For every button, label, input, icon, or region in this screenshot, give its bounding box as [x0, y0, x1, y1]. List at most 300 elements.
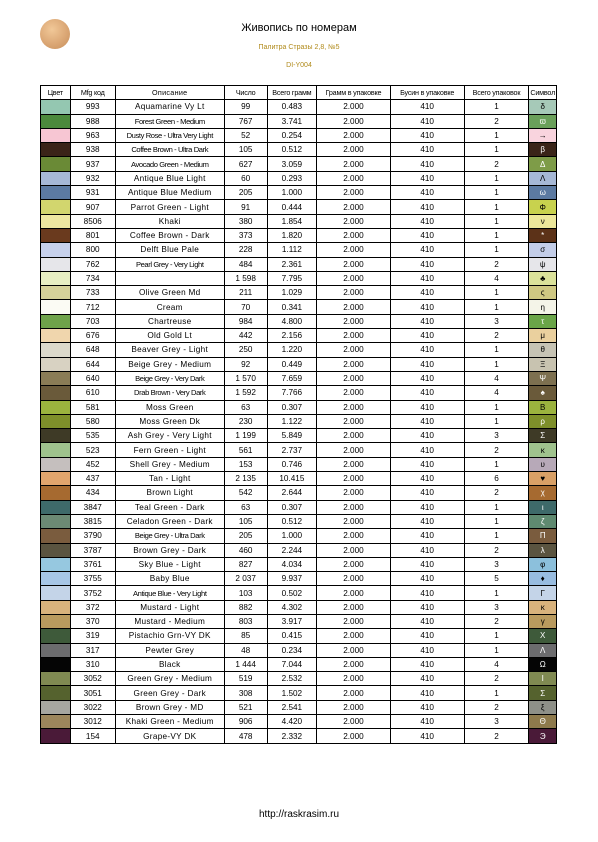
beads-per-pack-cell: 410 [390, 143, 464, 157]
grams-per-pack-cell: 2.000 [317, 672, 391, 686]
total-packs-cell: 1 [464, 343, 529, 357]
table-row [41, 614, 557, 628]
symbol-cell: Ι [529, 672, 557, 686]
symbol-cell: Λ [529, 171, 557, 185]
color-swatch [41, 314, 71, 328]
description-cell: Celadon Green - Dark [115, 514, 224, 528]
symbol-cell: Θ [529, 715, 557, 729]
beads-per-pack-cell: 410 [390, 257, 464, 271]
table-row [41, 386, 557, 400]
count-cell: 105 [224, 143, 267, 157]
grams-per-pack-cell: 2.000 [317, 243, 391, 257]
color-swatch [41, 400, 71, 414]
total-packs-cell: 3 [464, 429, 529, 443]
total-grams-cell: 7.766 [267, 386, 317, 400]
count-cell: 230 [224, 414, 267, 428]
grams-per-pack-cell: 2.000 [317, 271, 391, 285]
count-cell: 205 [224, 529, 267, 543]
description-cell: Aquamarine Vy Lt [115, 100, 224, 114]
beads-per-pack-cell: 410 [390, 171, 464, 185]
mfg-code-cell: 434 [70, 486, 115, 500]
footer-url: http://raskrasim.ru [258, 809, 340, 820]
color-swatch [41, 600, 71, 614]
count-cell: 105 [224, 514, 267, 528]
table-row [41, 529, 557, 543]
total-grams-cell: 2.156 [267, 329, 317, 343]
symbol-cell: ϖ [529, 114, 557, 128]
symbol-cell: ρ [529, 414, 557, 428]
total-packs-cell: 1 [464, 100, 529, 114]
total-grams-cell: 0.307 [267, 400, 317, 414]
description-cell: Parrot Green - Light [115, 200, 224, 214]
beads-per-pack-cell: 410 [390, 586, 464, 600]
color-swatch [41, 715, 71, 729]
count-cell: 92 [224, 357, 267, 371]
table-row [41, 500, 557, 514]
count-cell: 211 [224, 286, 267, 300]
color-swatch [41, 214, 71, 228]
count-cell: 1 598 [224, 271, 267, 285]
symbol-cell: ♦ [529, 572, 557, 586]
count-cell: 60 [224, 171, 267, 185]
table-row [41, 271, 557, 285]
grams-per-pack-cell: 2.000 [317, 371, 391, 385]
grams-per-pack-cell: 2.000 [317, 400, 391, 414]
total-packs-cell: 5 [464, 572, 529, 586]
mfg-code-cell: 712 [70, 300, 115, 314]
table-row [41, 600, 557, 614]
grams-per-pack-cell: 2.000 [317, 143, 391, 157]
color-swatch [41, 429, 71, 443]
description-cell: Mustard - Medium [115, 614, 224, 628]
table-row [41, 114, 557, 128]
beads-per-pack-cell: 410 [390, 243, 464, 257]
total-packs-cell: 2 [464, 157, 529, 171]
grams-per-pack-cell: 2.000 [317, 614, 391, 628]
count-cell: 373 [224, 228, 267, 242]
beads-per-pack-cell: 410 [390, 186, 464, 200]
header-grams-per-pack: Грамм в упаковке [317, 86, 391, 100]
table-row [41, 300, 557, 314]
grams-per-pack-cell: 2.000 [317, 600, 391, 614]
description-cell: Khaki [115, 214, 224, 228]
beads-per-pack-cell: 410 [390, 443, 464, 457]
description-cell: Avocado Green - Medium [115, 157, 224, 171]
description-cell: Beige Grey - Ultra Dark [115, 529, 224, 543]
table-row [41, 414, 557, 428]
mfg-code-cell: 988 [70, 114, 115, 128]
total-grams-cell: 1.000 [267, 529, 317, 543]
symbol-cell: Δ [529, 157, 557, 171]
mfg-code-cell: 3847 [70, 500, 115, 514]
total-grams-cell: 1.220 [267, 343, 317, 357]
total-grams-cell: 2.541 [267, 700, 317, 714]
grams-per-pack-cell: 2.000 [317, 700, 391, 714]
table-row [41, 228, 557, 242]
mfg-code-cell: 931 [70, 186, 115, 200]
mfg-code-cell: 3051 [70, 686, 115, 700]
total-grams-cell: 7.044 [267, 657, 317, 671]
beads-per-pack-cell: 410 [390, 686, 464, 700]
description-cell: Antique Blue Light [115, 171, 224, 185]
mfg-code-cell: 3752 [70, 586, 115, 600]
symbol-cell: ι [529, 500, 557, 514]
description-cell: Baby Blue [115, 572, 224, 586]
count-cell: 228 [224, 243, 267, 257]
total-grams-cell: 10.415 [267, 472, 317, 486]
grams-per-pack-cell: 2.000 [317, 386, 391, 400]
total-packs-cell: 1 [464, 186, 529, 200]
table-row [41, 672, 557, 686]
total-packs-cell: 2 [464, 443, 529, 457]
grams-per-pack-cell: 2.000 [317, 300, 391, 314]
beads-per-pack-cell: 410 [390, 343, 464, 357]
header-beads-per-pack: Бусин в упаковке [390, 86, 464, 100]
table-row [41, 429, 557, 443]
table-header-row [41, 86, 557, 100]
beads-per-pack-cell: 410 [390, 514, 464, 528]
count-cell: 1 570 [224, 371, 267, 385]
symbol-cell: Β [529, 400, 557, 414]
table-row [41, 729, 557, 743]
total-packs-cell: 3 [464, 600, 529, 614]
total-packs-cell: 3 [464, 715, 529, 729]
total-packs-cell: 1 [464, 400, 529, 414]
total-packs-cell: 6 [464, 472, 529, 486]
grams-per-pack-cell: 2.000 [317, 343, 391, 357]
symbol-cell: φ [529, 557, 557, 571]
total-grams-cell: 1.502 [267, 686, 317, 700]
color-swatch [41, 486, 71, 500]
color-swatch [41, 114, 71, 128]
symbol-cell: * [529, 228, 557, 242]
description-cell: Pewter Grey [115, 643, 224, 657]
total-packs-cell: 1 [464, 500, 529, 514]
symbol-cell: ω [529, 186, 557, 200]
table-row [41, 586, 557, 600]
color-swatch [41, 171, 71, 185]
description-cell: Coffee Brown - Dark [115, 228, 224, 242]
total-grams-cell: 9.937 [267, 572, 317, 586]
symbol-cell: δ [529, 100, 557, 114]
description-cell: Shell Grey - Medium [115, 457, 224, 471]
description-cell: Olive Green Md [115, 286, 224, 300]
total-packs-cell: 1 [464, 586, 529, 600]
table-row [41, 357, 557, 371]
count-cell: 91 [224, 200, 267, 214]
beads-per-pack-cell: 410 [390, 672, 464, 686]
total-packs-cell: 1 [464, 128, 529, 142]
mfg-code-cell: 3022 [70, 700, 115, 714]
mfg-code-cell: 3052 [70, 672, 115, 686]
total-packs-cell: 1 [464, 200, 529, 214]
table-row [41, 629, 557, 643]
color-swatch [41, 200, 71, 214]
total-grams-cell: 0.746 [267, 457, 317, 471]
color-swatch [41, 329, 71, 343]
description-cell: Beige Grey - Medium [115, 357, 224, 371]
mfg-code-cell: 3761 [70, 557, 115, 571]
count-cell: 627 [224, 157, 267, 171]
symbol-cell: ς [529, 286, 557, 300]
count-cell: 767 [224, 114, 267, 128]
count-cell: 542 [224, 486, 267, 500]
grams-per-pack-cell: 2.000 [317, 500, 391, 514]
beads-per-pack-cell: 410 [390, 643, 464, 657]
mfg-code-cell: 319 [70, 629, 115, 643]
description-cell: Grape-VY DK [115, 729, 224, 743]
total-grams-cell: 0.444 [267, 200, 317, 214]
beads-per-pack-cell: 410 [390, 557, 464, 571]
beads-per-pack-cell: 410 [390, 128, 464, 142]
total-grams-cell: 4.034 [267, 557, 317, 571]
table-row [41, 700, 557, 714]
description-cell: Khaki Green - Medium [115, 715, 224, 729]
grams-per-pack-cell: 2.000 [317, 157, 391, 171]
description-cell: Antique Blue - Very Light [115, 586, 224, 600]
grams-per-pack-cell: 2.000 [317, 214, 391, 228]
table-row [41, 200, 557, 214]
table-row [41, 371, 557, 385]
total-packs-cell: 2 [464, 329, 529, 343]
mfg-code-cell: 310 [70, 657, 115, 671]
mfg-code-cell: 676 [70, 329, 115, 343]
grams-per-pack-cell: 2.000 [317, 100, 391, 114]
grams-per-pack-cell: 2.000 [317, 443, 391, 457]
grams-per-pack-cell: 2.000 [317, 715, 391, 729]
beads-per-pack-cell: 410 [390, 286, 464, 300]
count-cell: 2 135 [224, 472, 267, 486]
grams-per-pack-cell: 2.000 [317, 200, 391, 214]
count-cell: 984 [224, 314, 267, 328]
total-packs-cell: 3 [464, 314, 529, 328]
symbol-cell: Σ [529, 429, 557, 443]
color-swatch [41, 500, 71, 514]
grams-per-pack-cell: 2.000 [317, 128, 391, 142]
header-description: Описание [115, 86, 224, 100]
beads-per-pack-cell: 410 [390, 414, 464, 428]
symbol-cell: μ [529, 329, 557, 343]
table-row [41, 286, 557, 300]
grams-per-pack-cell: 2.000 [317, 186, 391, 200]
color-swatch [41, 243, 71, 257]
color-swatch [41, 128, 71, 142]
mfg-code-cell: 938 [70, 143, 115, 157]
total-packs-cell: 2 [464, 614, 529, 628]
color-swatch [41, 443, 71, 457]
count-cell: 484 [224, 257, 267, 271]
total-grams-cell: 0.415 [267, 629, 317, 643]
table-row [41, 472, 557, 486]
symbol-cell: Γ [529, 586, 557, 600]
mfg-code-cell: 3012 [70, 715, 115, 729]
count-cell: 103 [224, 586, 267, 600]
description-cell: Brown Grey - MD [115, 700, 224, 714]
total-packs-cell: 1 [464, 243, 529, 257]
symbol-cell: ♠ [529, 386, 557, 400]
symbol-cell: ψ [529, 257, 557, 271]
grams-per-pack-cell: 2.000 [317, 429, 391, 443]
color-swatch [41, 700, 71, 714]
beads-per-pack-cell: 410 [390, 200, 464, 214]
description-cell: Tan - Light [115, 472, 224, 486]
symbol-cell: λ [529, 543, 557, 557]
color-swatch [41, 371, 71, 385]
table-row [41, 400, 557, 414]
beads-per-pack-cell: 410 [390, 629, 464, 643]
total-grams-cell: 5.849 [267, 429, 317, 443]
description-cell: Green Grey - Dark [115, 686, 224, 700]
grams-per-pack-cell: 2.000 [317, 529, 391, 543]
description-cell: Pearl Grey - Very Light [115, 257, 224, 271]
color-swatch [41, 514, 71, 528]
mfg-code-cell: 154 [70, 729, 115, 743]
color-swatch [41, 228, 71, 242]
symbol-cell: τ [529, 314, 557, 328]
mfg-code-cell: 452 [70, 457, 115, 471]
total-grams-cell: 2.644 [267, 486, 317, 500]
mfg-code-cell: 932 [70, 171, 115, 185]
grams-per-pack-cell: 2.000 [317, 543, 391, 557]
beads-per-pack-cell: 410 [390, 729, 464, 743]
symbol-cell: Ψ [529, 371, 557, 385]
table-row [41, 329, 557, 343]
color-swatch [41, 643, 71, 657]
symbol-cell: ν [529, 214, 557, 228]
beads-per-pack-cell: 410 [390, 386, 464, 400]
beads-per-pack-cell: 410 [390, 329, 464, 343]
header-total-packs: Всего упаковок [464, 86, 529, 100]
description-cell: Chartreuse [115, 314, 224, 328]
beads-per-pack-cell: 410 [390, 715, 464, 729]
table-row [41, 186, 557, 200]
header-count: Число [224, 86, 267, 100]
total-packs-cell: 1 [464, 228, 529, 242]
total-grams-cell: 1.854 [267, 214, 317, 228]
mfg-code-cell: 963 [70, 128, 115, 142]
beads-per-pack-cell: 410 [390, 300, 464, 314]
total-packs-cell: 4 [464, 657, 529, 671]
mfg-code-cell: 3790 [70, 529, 115, 543]
description-cell: Delft Blue Pale [115, 243, 224, 257]
color-swatch [41, 100, 71, 114]
total-packs-cell: 2 [464, 729, 529, 743]
mfg-code-cell: 610 [70, 386, 115, 400]
description-cell: Fern Green - Light [115, 443, 224, 457]
mfg-code-cell: 317 [70, 643, 115, 657]
count-cell: 882 [224, 600, 267, 614]
count-cell: 250 [224, 343, 267, 357]
table-row [41, 514, 557, 528]
beads-per-pack-cell: 410 [390, 457, 464, 471]
symbol-cell: κ [529, 443, 557, 457]
grams-per-pack-cell: 2.000 [317, 357, 391, 371]
count-cell: 48 [224, 643, 267, 657]
description-cell: Pistachio Grn-VY DK [115, 629, 224, 643]
symbol-cell: β [529, 143, 557, 157]
symbol-cell: ζ [529, 514, 557, 528]
description-cell: Old Gold Lt [115, 329, 224, 343]
grams-per-pack-cell: 2.000 [317, 686, 391, 700]
count-cell: 827 [224, 557, 267, 571]
description-cell: Green Grey - Medium [115, 672, 224, 686]
symbol-cell: Π [529, 529, 557, 543]
total-packs-cell: 1 [464, 171, 529, 185]
table-row [41, 443, 557, 457]
count-cell: 478 [224, 729, 267, 743]
total-grams-cell: 0.293 [267, 171, 317, 185]
total-grams-cell: 0.512 [267, 514, 317, 528]
beads-per-pack-cell: 410 [390, 271, 464, 285]
grams-per-pack-cell: 2.000 [317, 257, 391, 271]
grams-per-pack-cell: 2.000 [317, 729, 391, 743]
total-packs-cell: 2 [464, 257, 529, 271]
total-grams-cell: 4.420 [267, 715, 317, 729]
total-packs-cell: 1 [464, 414, 529, 428]
color-swatch [41, 186, 71, 200]
symbol-cell: Ξ [529, 357, 557, 371]
total-grams-cell: 7.795 [267, 271, 317, 285]
mfg-code-cell: 703 [70, 314, 115, 328]
total-grams-cell: 4.302 [267, 600, 317, 614]
beads-per-pack-cell: 410 [390, 228, 464, 242]
color-swatch [41, 529, 71, 543]
color-swatch [41, 729, 71, 743]
total-grams-cell: 3.059 [267, 157, 317, 171]
beads-per-pack-cell: 410 [390, 214, 464, 228]
beads-per-pack-cell: 410 [390, 114, 464, 128]
total-packs-cell: 2 [464, 700, 529, 714]
count-cell: 1 199 [224, 429, 267, 443]
mfg-code-cell: 8506 [70, 214, 115, 228]
mfg-code-cell: 733 [70, 286, 115, 300]
total-packs-cell: 1 [464, 629, 529, 643]
total-grams-cell: 2.532 [267, 672, 317, 686]
count-cell: 153 [224, 457, 267, 471]
beads-per-pack-cell: 410 [390, 657, 464, 671]
symbol-cell: σ [529, 243, 557, 257]
color-swatch [41, 414, 71, 428]
color-swatch [41, 457, 71, 471]
description-cell: Teal Green - Dark [115, 500, 224, 514]
description-cell: Dusty Rose - Ultra Very Light [115, 128, 224, 142]
description-cell: Brown Grey - Dark [115, 543, 224, 557]
table-row [41, 715, 557, 729]
total-grams-cell: 2.332 [267, 729, 317, 743]
count-cell: 519 [224, 672, 267, 686]
color-swatch [41, 286, 71, 300]
table-row [41, 143, 557, 157]
count-cell: 205 [224, 186, 267, 200]
count-cell: 380 [224, 214, 267, 228]
description-cell: Forest Green - Medium [115, 114, 224, 128]
mfg-code-cell: 580 [70, 414, 115, 428]
color-swatch [41, 143, 71, 157]
color-swatch [41, 472, 71, 486]
beads-per-pack-cell: 410 [390, 429, 464, 443]
color-swatch [41, 257, 71, 271]
description-cell: Drab Brown - Very Dark [115, 386, 224, 400]
beads-per-pack-cell: 410 [390, 314, 464, 328]
count-cell: 308 [224, 686, 267, 700]
symbol-cell: χ [529, 486, 557, 500]
color-swatch [41, 557, 71, 571]
table-row [41, 572, 557, 586]
grams-per-pack-cell: 2.000 [317, 171, 391, 185]
total-packs-cell: 1 [464, 457, 529, 471]
total-grams-cell: 0.502 [267, 586, 317, 600]
mfg-code-cell: 437 [70, 472, 115, 486]
